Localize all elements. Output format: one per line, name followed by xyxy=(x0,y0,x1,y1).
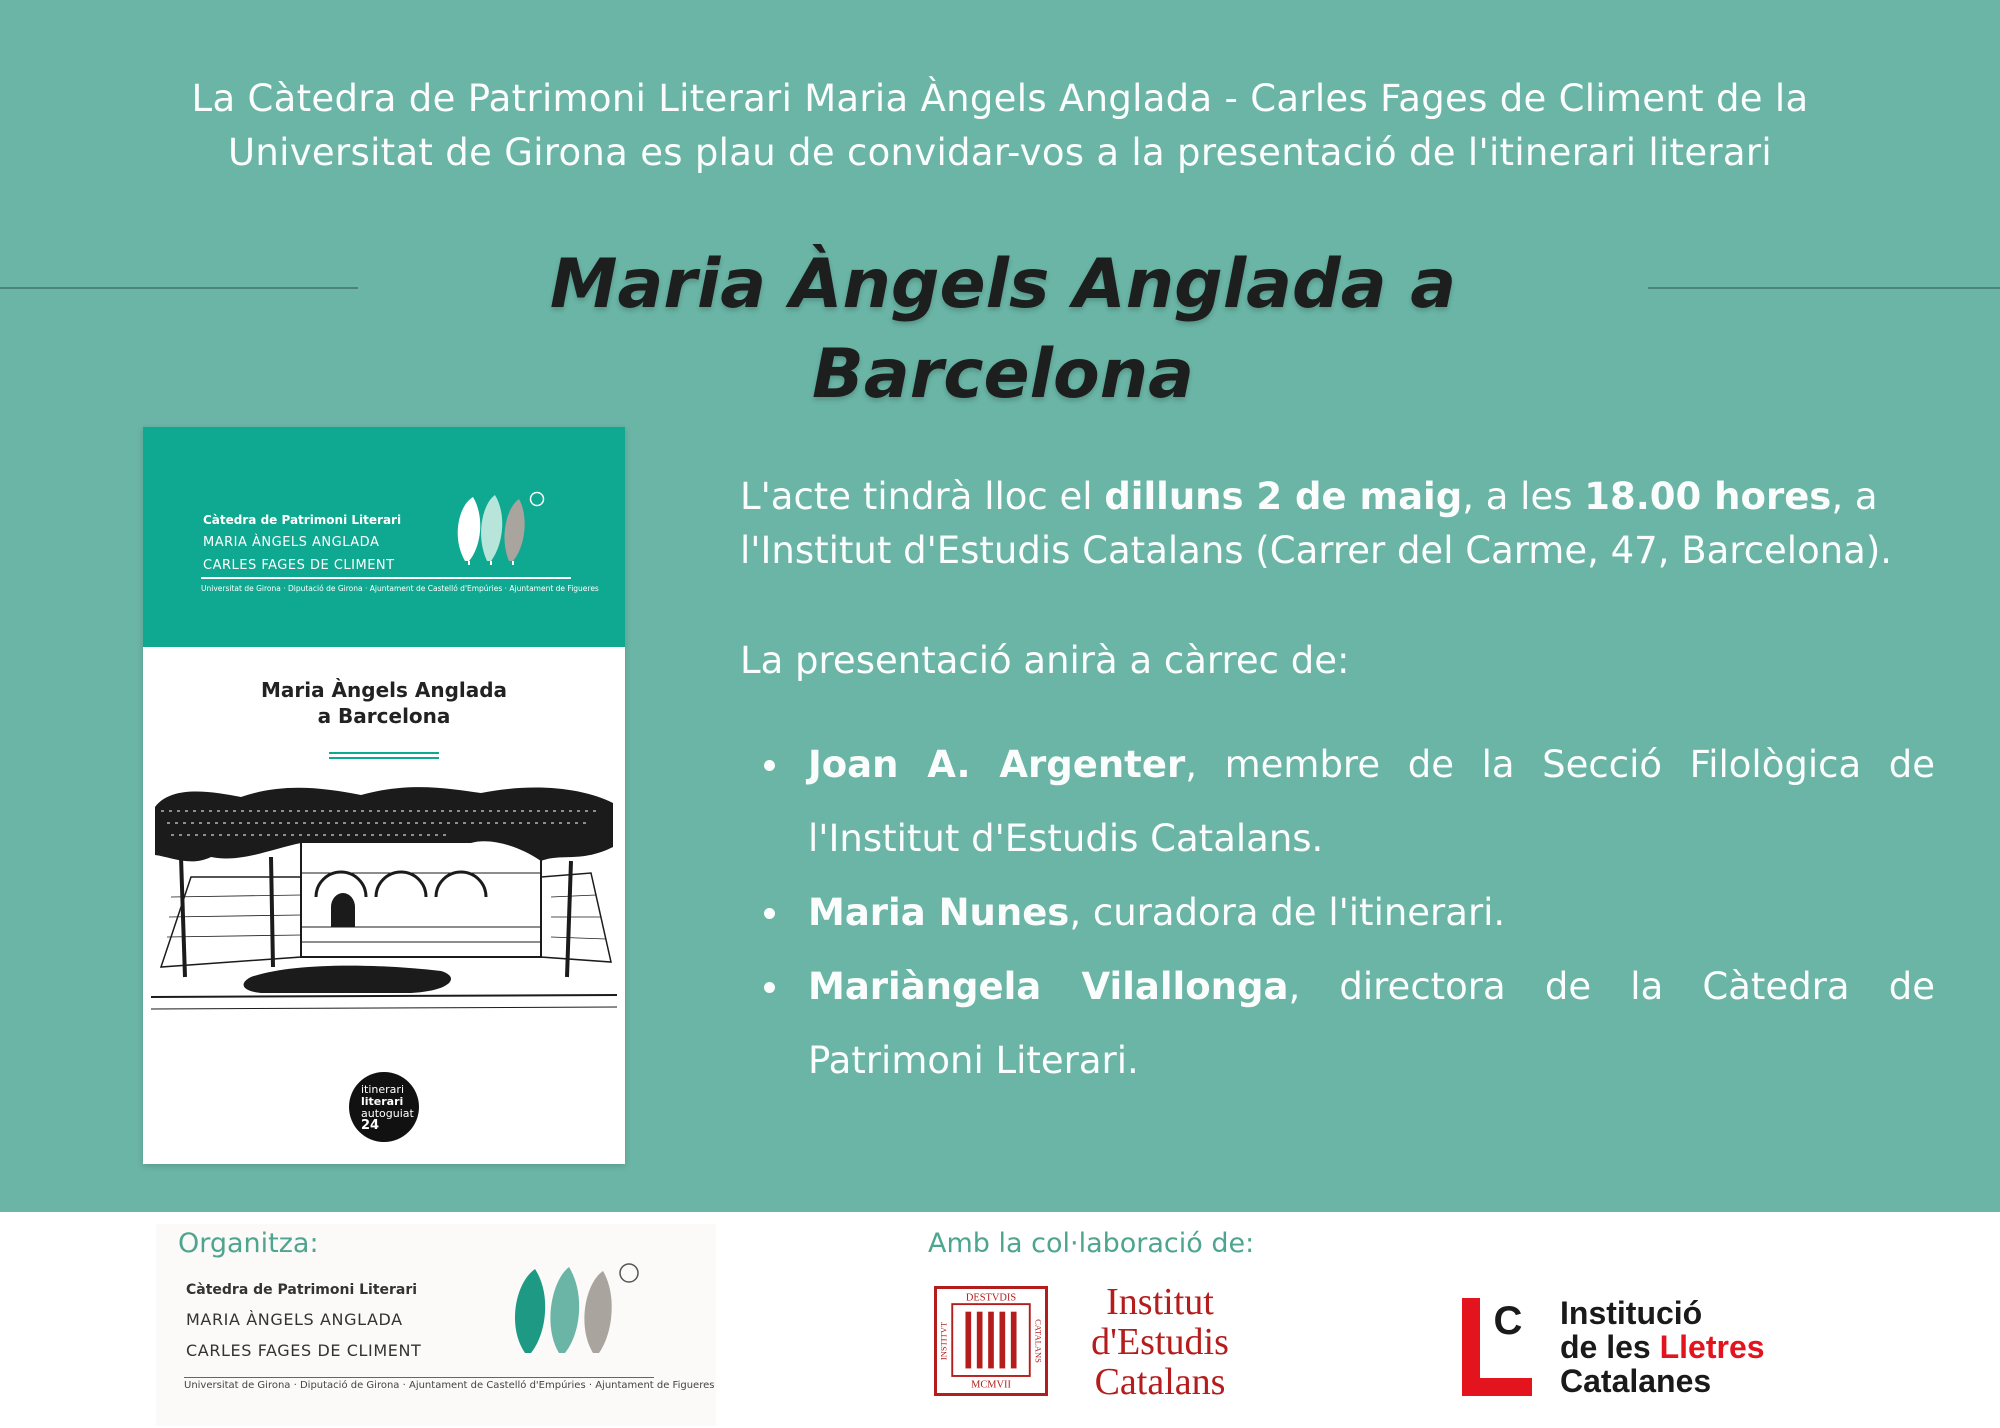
ilc-line-2 xyxy=(1560,1330,1765,1364)
organizer-sponsors: Universitat de Girona · Diputació de Girona · Ajuntament de Castelló d'Empúries · Ajuntament de Figueres xyxy=(184,1380,715,1391)
event-date: dilluns 2 de maig xyxy=(1104,475,1463,518)
p1-text-b: , a les xyxy=(1462,475,1585,518)
title-row xyxy=(0,240,2000,414)
organizer-cypress-icon xyxy=(505,1257,645,1357)
cover-org-line-2: MARIA ÀNGELS ANGLADA xyxy=(203,535,380,550)
ilc-line-3: Catalanes xyxy=(1560,1363,1712,1399)
cover-rule xyxy=(201,577,571,579)
collab-label: Amb la col·laboració de: xyxy=(928,1228,1255,1259)
organizer-rule xyxy=(184,1377,654,1378)
cover-org-line-3: CARLES FAGES DE CLIMENT xyxy=(203,558,395,573)
cover-title-line-1: Maria Àngels Anglada xyxy=(260,678,508,702)
badge-line-2: literari xyxy=(361,1095,404,1108)
badge-line-3: autoguiat xyxy=(361,1107,414,1120)
presenters-list xyxy=(740,728,1935,1098)
cypress-trees-icon xyxy=(451,487,551,567)
event-when-where xyxy=(740,470,1935,578)
event-details xyxy=(740,470,1935,1098)
cover-org-name xyxy=(203,513,401,573)
footer xyxy=(0,1212,2000,1428)
iec-line-1: Institut xyxy=(1106,1281,1214,1323)
cover-title-line-2: a Barcelona xyxy=(317,704,451,728)
cover-org-line-1: Càtedra de Patrimoni Literari xyxy=(203,513,402,527)
title-divider-right xyxy=(1648,287,2000,289)
p1-text-a: L'acte tindrà lloc el xyxy=(740,475,1105,518)
presenters-intro: La presentació anirà a càrrec de: xyxy=(740,639,1350,682)
cover-header xyxy=(143,427,625,647)
organizer-line-1: Càtedra de Patrimoni Literari xyxy=(186,1282,418,1298)
badge-line-1: itinerari xyxy=(361,1083,405,1096)
organizer-name xyxy=(186,1282,421,1360)
bullet-icon xyxy=(764,760,775,771)
page-title: Maria Àngels Anglada a Barcelona xyxy=(549,245,1457,414)
presenter-role: , curadora de l'itinerari. xyxy=(1069,891,1506,934)
cover-title xyxy=(143,677,625,729)
iec-line-2: d'Estudis xyxy=(1091,1321,1229,1363)
list-item xyxy=(740,876,1935,950)
presenter-name: Mariàngela Vilallonga xyxy=(808,965,1289,1008)
cover-sponsors: Universitat de Girona · Diputació de Girona · Ajuntament de Castelló d'Empúries · Ajuntament de Figueres xyxy=(201,584,599,593)
ilc-logo-icon xyxy=(1462,1298,1532,1396)
event-time: 18.00 hores xyxy=(1584,475,1832,518)
presenter-name: Joan A. Argenter xyxy=(808,743,1186,786)
itinerary-badge xyxy=(349,1072,419,1142)
p1-text-c: , a l'Institut d'Estudis Catalans (Carrer del Carme, 47, Barcelona). xyxy=(740,475,1893,572)
organitza-label: Organitza: xyxy=(178,1228,319,1259)
iec-seal-logo xyxy=(934,1286,1048,1396)
presenter-role: , directora de la Càtedra de Patrimoni Literari. xyxy=(808,965,1935,1082)
bullet-icon xyxy=(764,908,775,919)
book-cover xyxy=(143,427,625,1164)
iec-line-3: Catalans xyxy=(1094,1361,1226,1403)
cover-ornament xyxy=(329,752,439,762)
title-divider-left xyxy=(0,287,358,289)
organizer-line-3: CARLES FAGES DE CLIMENT xyxy=(186,1341,422,1360)
seal-top-text: DESTVDIS xyxy=(965,1292,1017,1304)
seal-right-text: CATALANS xyxy=(1033,1319,1044,1363)
list-item xyxy=(740,950,1935,1098)
ilc-line-1: Institució xyxy=(1560,1295,1703,1331)
building-illustration xyxy=(151,777,617,1017)
list-item xyxy=(740,728,1935,876)
organizer-line-2: MARIA ÀNGELS ANGLADA xyxy=(186,1310,403,1329)
iec-name xyxy=(1060,1282,1260,1402)
ilc-mark-letter: C xyxy=(1493,1299,1523,1343)
seal-bottom-text: MCMVII xyxy=(971,1379,1011,1391)
presenter-role: , membre de la Secció Filològica de l'Institut d'Estudis Catalans. xyxy=(808,743,1936,860)
badge-number: 24 xyxy=(361,1118,380,1133)
bullet-icon xyxy=(764,982,775,993)
intro-line-1: La Càtedra de Patrimoni Literari Maria Àngels Anglada - Carles Fages de Climent de la xyxy=(191,77,1809,120)
seal-left-text: INSTITVT xyxy=(938,1321,949,1361)
intro-line-2: Universitat de Girona es plau de convidar-vos a la presentació de l'itinerari literari xyxy=(228,131,1772,174)
ilc-line-2a: de les xyxy=(1560,1329,1660,1365)
ilc-name xyxy=(1560,1296,1765,1398)
presenter-name: Maria Nunes xyxy=(808,891,1070,934)
intro-text xyxy=(0,72,2000,180)
ilc-line-2b: Lletres xyxy=(1659,1329,1765,1365)
